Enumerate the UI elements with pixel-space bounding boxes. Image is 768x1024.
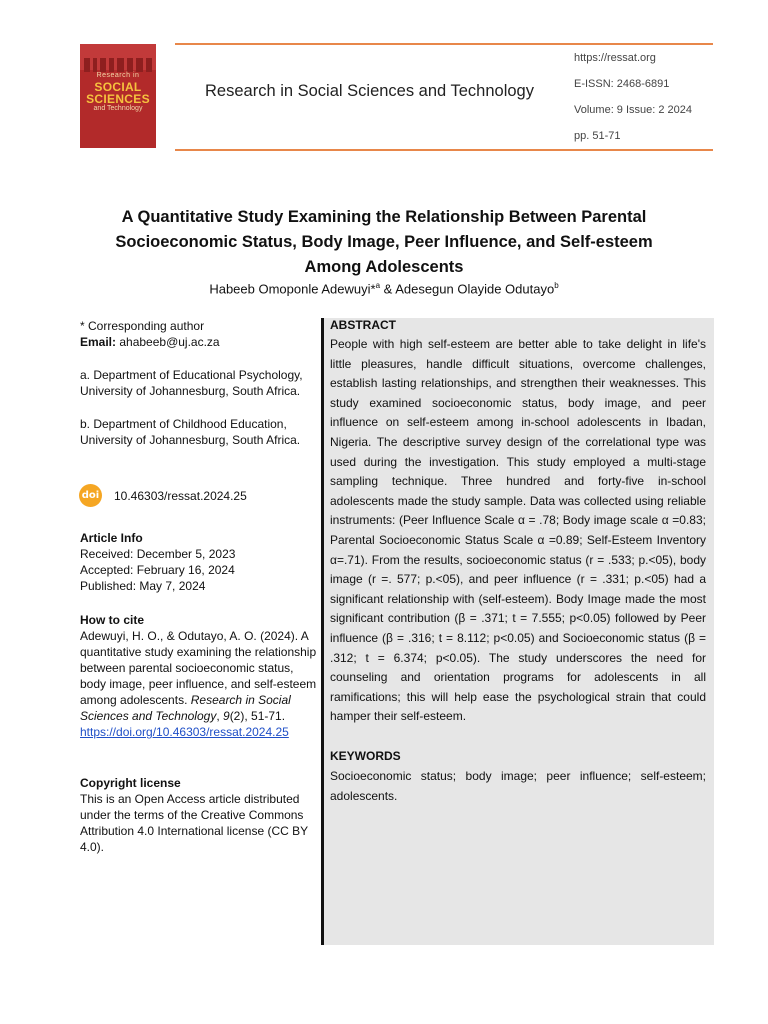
header-top-rule [175, 43, 713, 45]
cover-text-and-technology: and Technology [93, 105, 143, 112]
journal-url[interactable]: https://ressat.org [574, 52, 656, 64]
email-label: Email: [80, 335, 117, 349]
keywords-heading: KEYWORDS [330, 749, 401, 763]
abstract-body: People with high self-esteem are better able to take delight in life's little pleasures, handle difficult situations, overcome challenges, establish lasting relationships, and strengthen their weaknesses. This study examined socioeconomic status, body image, and peer influence on self-esteem among in-school adolescents in Ibadan, Nigeria. The descriptive survey design of the correlational type was used during the investigation. This study employed a multi-stage sampling technique. Three hundred and forty-five in-school adolescents made the study sample. Data was collected using reliable instruments: (Peer Influence Scale α = .78; Body image scale α =0.83; Parental Socioeconomic Status Scale α =0.89; Self-Esteem Inventory α=.71). From the results, socioeconomic status (r = .533; p.<05), body image (r =. 577; p.<05), and peer influence (r = .331; p.<05) had a significant relationship with (self-esteem). Body Image made the most significant contribution (β = .371; t = 7.555; p<0.05) followed by Peer influence (β = .316; t = 8.112; p<0.05) and Socioeconomic status (β = .312; t = 6.374; p<0.05). The study underscores the need for counseling and orientation programs for adolescents in all ramifications; this will help ease the psychological strain that could hamper their self-esteem. [330, 337, 706, 724]
affiliation-b: b. Department of Childhood Education, University of Johannesburg, South Africa. [80, 417, 301, 447]
email-value[interactable]: ahabeeb@uj.ac.za [116, 335, 220, 349]
abstract-heading: ABSTRACT [330, 318, 396, 332]
citation-text: Adewuyi, H. O., & Odutayo, A. O. (2024). A quantitative study examining the relationship between parental socioeconomic status, body image, peer influence, and self-esteem among adolescents. Research in Social Sciences and Technology, 9(2), 51-71. https://doi.org/10.46303/ressat.2024.25 [80, 629, 317, 739]
journal-pages: pp. 51-71 [574, 130, 621, 142]
copyright-heading: Copyright license [80, 776, 181, 790]
journal-cover-image [80, 44, 156, 148]
journal-eissn: E-ISSN: 2468-6891 [574, 78, 670, 90]
email-line [80, 334, 320, 350]
author-2: & Adesegun Olayide Odutayo [380, 281, 555, 297]
cover-text-social-sciences: SOCIAL SCIENCES [86, 80, 150, 106]
accepted-date: Accepted: February 16, 2024 [80, 563, 235, 577]
journal-title: Research in Social Sciences and Technology [205, 82, 534, 100]
cover-skyline [84, 58, 152, 72]
author-list: Habeeb Omoponle Adewuyi*$^a$ & Adesegun Olayide Odutayo$^b$ [209, 281, 559, 297]
affiliation-a: a. Department of Educational Psychology, University of Johannesburg, South Africa. [80, 368, 303, 398]
journal-volume-issue: Volume: 9 Issue: 2 2024 [574, 104, 693, 116]
doi-icon: doi [79, 484, 102, 507]
received-date: Received: December 5, 2023 [80, 547, 236, 561]
copyright-text: This is an Open Access article distributed under the terms of the Creative Commons Attribution 4.0 International license (CC BY 4.0). [80, 792, 308, 854]
how-to-cite-heading: How to cite [80, 613, 145, 627]
paper-title: A Quantitative Study Examining the Relationship Between Parental Socioeconomic Status, Body Image, Peer Influence, and Self-esteem Among Adolescents [115, 208, 653, 276]
author-1: Habeeb Omoponle Adewuyi* [209, 281, 376, 297]
citation-doi-link[interactable]: https://doi.org/10.46303/ressat.2024.25 [80, 725, 289, 739]
corresponding-author: * Corresponding author [80, 319, 205, 333]
article-info-heading: Article Info [80, 531, 143, 545]
header-bottom-rule [175, 149, 713, 151]
cover-text-research-in: Research in [96, 72, 140, 79]
citation-volume: 9 [223, 709, 230, 723]
citation-journal: Research in Social Sciences and Technology [80, 693, 291, 723]
doi-text[interactable]: 10.46303/ressat.2024.25 [114, 489, 247, 503]
keywords-list: Socioeconomic status; body image; peer influence; self-esteem; adolescents. [330, 769, 706, 803]
published-date: Published: May 7, 2024 [80, 579, 206, 593]
